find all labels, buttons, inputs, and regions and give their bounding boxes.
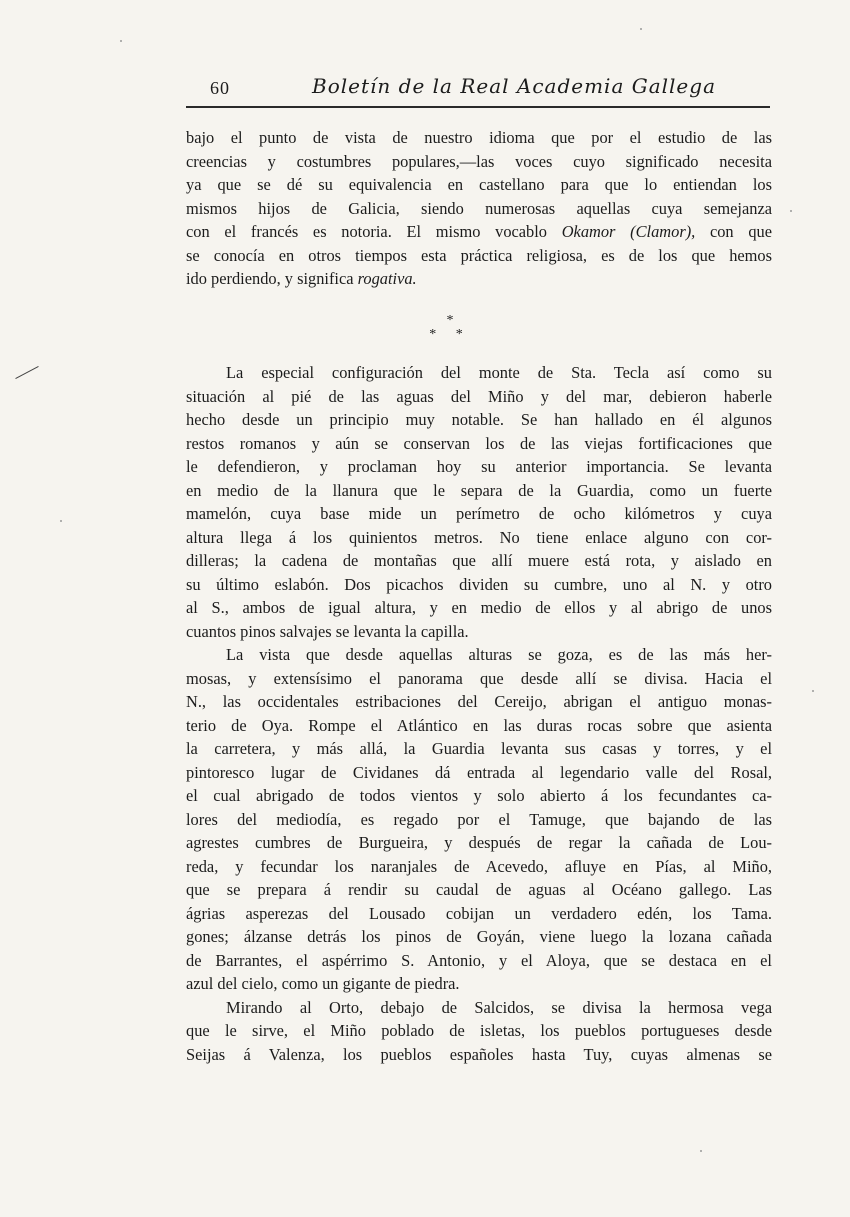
text-line: mamelón, cuya base mide un perímetro de ocho kilómetros y cuya <box>186 504 772 523</box>
margin-pencil-mark <box>15 366 38 379</box>
text-line: Seijas á Valenza, los pueblos españoles hasta Tuy, cuyas almenas se <box>186 1044 772 1064</box>
text-fragment: con que <box>695 222 772 241</box>
text-fragment: ido perdiendo, y significa <box>186 269 358 288</box>
text-line: terio de Oya. Rompe el Atlántico en las duras rocas sobre que asienta <box>186 715 772 735</box>
body-text <box>186 361 772 1066</box>
section-separator <box>0 314 850 342</box>
page-number: 60 <box>210 78 230 98</box>
text-line: bajo el punto de vista de nuestro idioma que por el estudio de las <box>186 128 772 147</box>
text-line: dilleras; la cadena de montañas que allí muere está rota, y aislado en <box>186 551 772 570</box>
scan-speck <box>790 210 792 212</box>
text-line: creencias y costumbres populares,—las voces cuyo significado necesita <box>186 151 772 171</box>
text-line: el cual abrigado de todos vientos y solo abierto á los fecundantes ca- <box>186 786 772 805</box>
text-line: agrestes cumbres de Burgueira, y después de regar la cañada de Lou- <box>186 833 772 852</box>
text-line: La especial configuración del monte de Sta. Tecla así como su <box>226 363 772 382</box>
text-line: ágrias asperezas del Lousado cobijan un verdadero edén, los Tama. <box>186 903 772 923</box>
scan-speck <box>640 28 642 30</box>
page-header <box>186 72 770 104</box>
italic-term: Okamor (Clamor), <box>561 222 696 241</box>
text-line: mosas, y extensísimo el panorama que desde allí se divisa. Hacia el <box>186 668 772 688</box>
running-title: Boletín de la Real Academia Gallega <box>312 74 716 98</box>
text-line: le defendieron, y proclaman hoy su anterior importancia. Se levanta <box>186 457 772 476</box>
text-line: hecho desde un principio muy notable. Se han hallado en él algunos <box>186 410 772 429</box>
paragraph-continuation <box>186 126 772 291</box>
text-line: La vista que desde aquellas alturas se goza, es de las más her- <box>226 645 772 664</box>
scan-speck <box>60 520 62 522</box>
text-line: que se prepara á rendir su caudal de aguas al Océano gallego. Las <box>186 880 772 899</box>
separator-asterisk-top: * <box>446 313 454 328</box>
text-line: al S., ambos de igual altura, y en medio de ellos y al abrigo de unos <box>186 598 772 617</box>
text-line: que le sirve, el Miño poblado de isletas, los pueblos portugueses desde <box>186 1021 772 1040</box>
text-line: Mirando al Orto, debajo de Salcidos, se divisa la hermosa vega <box>226 997 772 1017</box>
text-line: se conocía en otros tiempos esta práctica religiosa, es de los que hemos <box>186 245 772 265</box>
text-line: gones; álzanse detrás los pinos de Goyán, viene luego la lozana cañada <box>186 927 772 946</box>
text-line: situación al pié de las aguas del Miño y del mar, debieron haberle <box>186 386 772 406</box>
text-line: su último eslabón. Dos picachos dividen su cumbre, uno al N. y otro <box>186 574 772 594</box>
text-line: ya que se dé su equivalencia en castellano para que lo entiendan los <box>186 175 772 194</box>
text-line: la carretera, y más allá, la Guardia levanta sus casas y torres, y el <box>186 739 772 758</box>
text-line: lores del mediodía, es regado por el Tamuge, que bajando de las <box>186 809 772 829</box>
text-line: altura llega á los quinientos metros. No tiene enlace alguno con cor- <box>186 527 772 547</box>
text-line: pintoresco lugar de Cividanes dá entrada al legendario valle del Rosal, <box>186 762 772 782</box>
scan-speck <box>700 1150 702 1152</box>
text-fragment: con el francés es notoria. El mismo vocablo <box>186 222 562 241</box>
text-line: de Barrantes, el aspérrimo S. Antonio, y el Aloya, que se destaca en el <box>186 950 772 970</box>
italic-term: rogativa. <box>357 269 417 288</box>
text-line: en medio de la llanura que le separa de la Guardia, como un fuerte <box>186 480 772 500</box>
separator-asterisks-bottom: * * <box>429 327 471 342</box>
text-line: reda, y fecundar los naranjales de Acevedo, afluye en Pías, al Miño, <box>186 856 772 876</box>
text-line-with-term <box>186 267 772 291</box>
text-line-with-term <box>186 220 772 244</box>
header-rule <box>186 106 770 108</box>
text-line: cuantos pinos salvajes se levanta la capilla. <box>186 621 469 641</box>
text-line: restos romanos y aún se conservan los de las viejas fortificaciones que <box>186 433 772 453</box>
text-line: N., las occidentales estribaciones del Cereijo, abrigan el antiguo monas- <box>186 692 772 711</box>
scan-speck <box>120 40 122 42</box>
scan-speck <box>812 690 814 692</box>
text-line: azul del cielo, como un gigante de piedra. <box>186 974 460 993</box>
text-line: mismos hijos de Galicia, siendo numerosas aquellas cuya semejanza <box>186 198 772 218</box>
